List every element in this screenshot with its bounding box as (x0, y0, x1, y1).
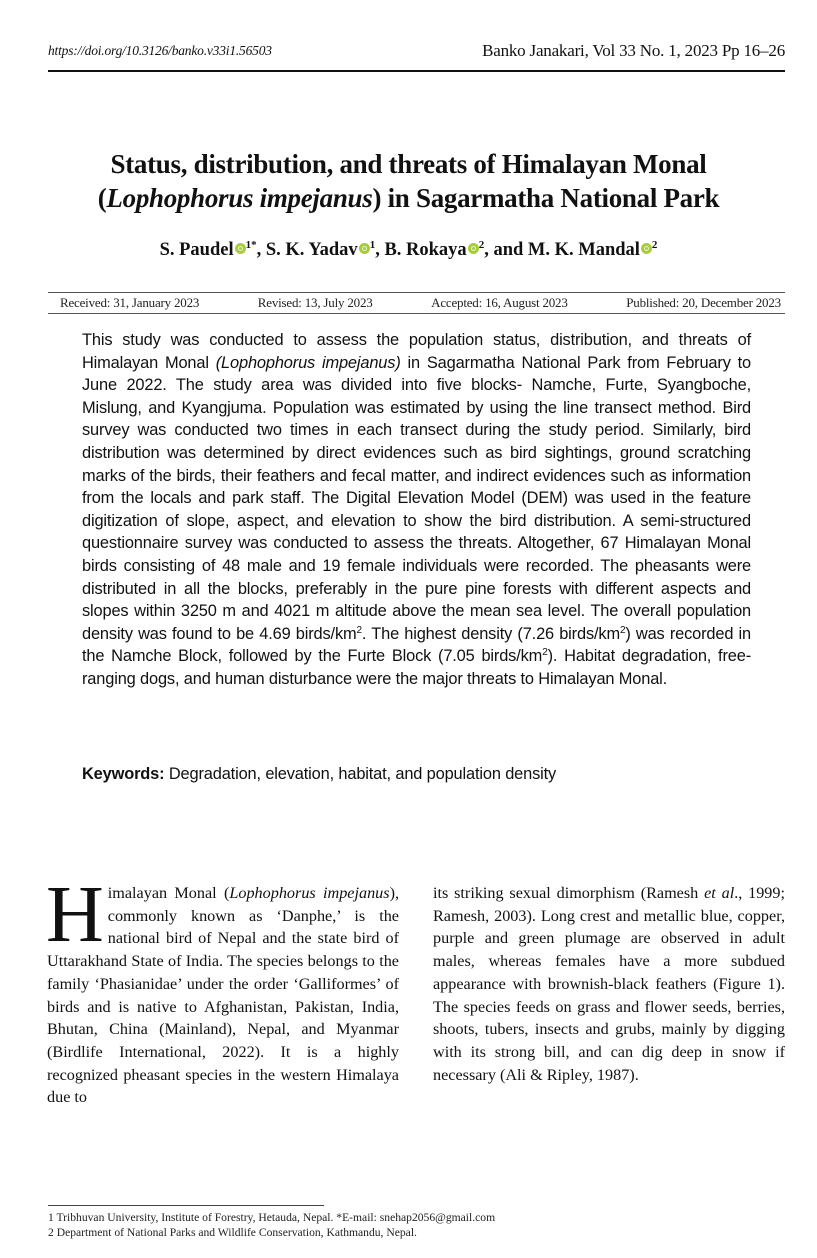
keywords-label: Keywords: (82, 765, 165, 783)
author (384, 240, 484, 260)
author-name: B. Rokaya (384, 240, 467, 260)
author-affiliation: 2 (651, 239, 658, 251)
revised-date: Revised: 13, July 2023 (257, 295, 373, 310)
body-column-right (433, 882, 785, 1086)
et-al: et al (704, 884, 735, 902)
author-separator: , (375, 240, 385, 260)
author-affiliation: 1* (245, 239, 257, 251)
orcid-icon[interactable] (359, 243, 370, 254)
accepted-date: Accepted: 16, August 2023 (431, 295, 568, 310)
author-name: S. Paudel (159, 240, 234, 260)
footnote-divider (48, 1205, 324, 1206)
abstract-text: ). Habitat degradation, free-ranging dogs, and human disturbance were the major threats to Himalayan Monal. (82, 647, 751, 688)
orcid-icon[interactable] (641, 243, 652, 254)
superscript: 2 (619, 624, 626, 636)
doi-link[interactable]: https://doi.org/10.3126/banko.v33i1.56503 (48, 43, 272, 58)
keywords (82, 765, 751, 784)
author (528, 240, 658, 260)
body-text: ., 1999; Ramesh, 2003). Long crest and metallic blue, copper, purple and green plumage are observed in adult males, whereas females have a more subdued appearance with brownish-black feathers (Figure 1). The species feeds on grass and flower seeds, berries, shoots, tubers, insects and grubs, mainly by digging with its strong bill, and can dig deep in snow if necessary (Ali & Ripley, 1987). (433, 884, 785, 1084)
author-name: S. K. Yadav (265, 240, 358, 260)
orcid-icon[interactable] (468, 243, 479, 254)
body-text: its striking sexual dimorphism (Ramesh (433, 884, 705, 902)
abstract-text: . The highest density (7.26 birds/km (361, 624, 620, 643)
superscript: 2 (356, 624, 362, 636)
keywords-text: Degradation, elevation, habitat, and population density (164, 765, 557, 783)
journal-citation: Banko Janakari, Vol 33 No. 1, 2023 Pp 16–26 (482, 41, 785, 60)
publication-dates (48, 292, 785, 314)
title-open-paren: ( (97, 183, 107, 213)
author-name: M. K. Mandal (527, 240, 640, 260)
published-date: Published: 20, December 2023 (626, 295, 781, 310)
abstract-text: ) was recorded in the Namche Block, followed by the Furte Block (7.05 birds/km (82, 624, 751, 666)
title-line-1: Status, distribution, and threats of Himalayan Monal (110, 149, 707, 179)
paper-title (20, 147, 797, 215)
author (160, 240, 257, 260)
orcid-icon[interactable] (235, 243, 246, 254)
title-line-2: ) in Sagarmatha National Park (372, 183, 720, 213)
body-text: ), commonly known as ‘Danphe,’ is the national bird of Nepal and the state bird of Uttarakhand State of India. The species belongs to the family ‘Phasianidae’ under the order ‘Galliformes’ of birds and is native to Afghanistan, Pakistan, India, Bhutan, China (Mainland), Nepal, and Myanmar (Birdlife International, 2022). It is a highly recognized pheasant species in the western Himalaya due to (47, 884, 399, 1107)
abstract-scientific-name: (Lophophorus impejanus) (215, 353, 401, 372)
drop-cap: H (46, 871, 104, 959)
abstract-text: in Sagarmatha National Park from February to June 2022. The study area was divided into five blocks- Namche, Furte, Syangboche, Mislung, and Kyangjuma. Population was estimated by using the line transect method. Bird survey was conducted two times in each transect during the study period. Similarly, bird distribution was determined by direct evidences such as bird sightings, ground scratching marks of the birds, their feathers and fecal matter, and indirect evidences such as information from the locals and park staff. The Digital Elevation Model (DEM) was used in the feature digitization of slope, aspect, and elevation to show the bird distribution. A semi-structured questionnaire survey was conducted to assess the threats. Altogether, 67 Himalayan Monal birds consisting of 48 male and 19 female individuals were recorded. The pheasants were distributed in all the blocks, preferably in the pure pine forests with different aspects and slopes within 3250 m and 4021 m altitude above the mean sea level. The overall population density was found to be 4.69 birds/km (82, 353, 751, 643)
body-text: imalayan Monal ( (107, 884, 230, 902)
running-header (48, 40, 785, 72)
abstract-text: This study was conducted to assess the population status, distribution, and threats of Himalayan Monal (82, 331, 751, 372)
received-date: Received: 31, January 2023 (60, 295, 200, 310)
author-affiliation: 2 (478, 239, 485, 251)
body-scientific-name: Lophophorus impejanus (229, 884, 390, 902)
abstract (82, 329, 751, 691)
author (266, 240, 375, 260)
footnotes (48, 1211, 788, 1240)
footnote-2: 2 Department of National Parks and Wildlife Conservation, Kathmandu, Nepal. (48, 1225, 417, 1239)
footnote-1: 1 Tribhuvan University, Institute of Forestry, Hetauda, Nepal. *E-mail: snehap2056@gmail.com (48, 1211, 496, 1224)
author-affiliation: 1 (369, 239, 376, 251)
superscript: 2 (542, 647, 548, 659)
author-list (20, 240, 797, 261)
author-separator: , (256, 240, 266, 260)
body-column-left (46, 871, 399, 1109)
author-separator: , and (484, 240, 528, 260)
title-scientific-name: Lophophorus impejanus (106, 183, 373, 213)
